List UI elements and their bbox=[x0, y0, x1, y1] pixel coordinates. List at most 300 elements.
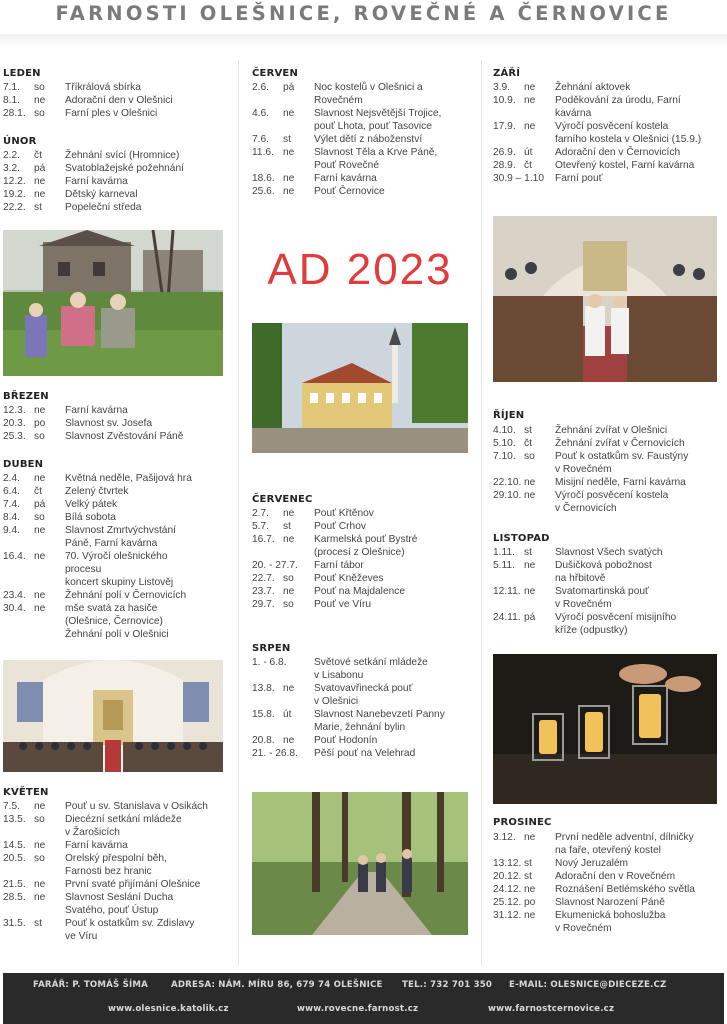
event-weekday: st bbox=[283, 134, 291, 145]
event-text: Slavnost Zvěstování Páně bbox=[65, 431, 184, 442]
event-date bbox=[3, 904, 34, 917]
event-row bbox=[493, 546, 723, 559]
event-text: Pouť u sv. Stanislava v Osikách bbox=[65, 801, 208, 812]
carolers-photo bbox=[3, 230, 223, 376]
event-weekday bbox=[283, 695, 314, 708]
event-date: 20.5. bbox=[3, 853, 26, 864]
month-heading-listopad: LISTOPAD bbox=[493, 533, 550, 544]
event-weekday: ne bbox=[524, 490, 536, 501]
event-row bbox=[3, 550, 225, 563]
page-title: FARNOSTI OLEŠNICE, ROVEČNÉ A ČERNOVICE bbox=[55, 2, 672, 25]
event-date: 23.4. bbox=[3, 590, 26, 601]
event-weekday bbox=[524, 107, 555, 120]
event-date: 11.6. bbox=[252, 147, 274, 158]
event-text: na faře, otevřený kostel bbox=[555, 845, 661, 856]
month-events-kveten bbox=[3, 800, 225, 943]
event-date: 16.4. bbox=[3, 551, 26, 562]
event-text: Svatovavřinecká pouť bbox=[314, 683, 413, 694]
event-date bbox=[252, 159, 283, 172]
pilgrims-forest-photo bbox=[252, 792, 468, 935]
event-date: 7.4. bbox=[3, 499, 20, 510]
event-row bbox=[3, 162, 225, 175]
event-row bbox=[493, 489, 723, 502]
event-date bbox=[252, 721, 283, 734]
event-row bbox=[252, 520, 470, 533]
event-weekday: so bbox=[34, 82, 45, 93]
event-row bbox=[493, 896, 723, 909]
event-text: Adorační den v Rovečném bbox=[555, 871, 676, 882]
event-row bbox=[3, 175, 225, 188]
event-row bbox=[493, 611, 723, 624]
event-text: Diecézní setkání mládeže bbox=[65, 814, 182, 825]
event-row bbox=[252, 185, 470, 198]
event-date: 16.7. bbox=[252, 534, 275, 545]
event-date bbox=[3, 865, 34, 878]
event-text: v Rovečném bbox=[555, 923, 612, 934]
event-weekday bbox=[283, 721, 314, 734]
event-row bbox=[3, 81, 225, 94]
event-row bbox=[252, 708, 470, 721]
event-row bbox=[3, 537, 225, 550]
event-weekday: ne bbox=[283, 173, 295, 184]
column-divider bbox=[238, 60, 239, 965]
event-text: Adorační den v Olešnici bbox=[65, 95, 173, 106]
footer-phone: TEL.: 732 701 350 bbox=[402, 980, 493, 990]
event-weekday: pá bbox=[524, 612, 536, 623]
event-text: Žehnání polí v Černovicích bbox=[65, 590, 187, 601]
event-weekday: ne bbox=[34, 840, 46, 851]
event-date: 23.7. bbox=[252, 586, 275, 597]
event-row bbox=[252, 107, 470, 120]
event-weekday: st bbox=[524, 547, 532, 558]
event-row bbox=[3, 839, 225, 852]
event-date: 31.5. bbox=[3, 918, 26, 929]
event-date: 14.5. bbox=[3, 840, 26, 851]
event-date: 1.11. bbox=[493, 547, 515, 558]
event-text: Slavnost sv. Josefa bbox=[65, 418, 153, 429]
event-weekday: so bbox=[34, 431, 45, 442]
event-text: Farnosti bez hranic bbox=[65, 866, 152, 877]
month-events-zari bbox=[493, 81, 723, 185]
event-date: 7.6. bbox=[252, 134, 269, 145]
event-date: 30.9 – 1.10 bbox=[493, 173, 544, 184]
event-row bbox=[252, 81, 470, 94]
event-weekday bbox=[34, 563, 65, 576]
event-text: Výročí posvěcení kostela bbox=[555, 490, 669, 501]
event-text: kříže (odpustky) bbox=[555, 625, 628, 636]
event-row bbox=[252, 94, 470, 107]
month-events-cervenec bbox=[252, 507, 470, 611]
event-weekday: ne bbox=[524, 586, 536, 597]
event-date: 28.1. bbox=[3, 108, 26, 119]
month-heading-zari: ZÁŘÍ bbox=[493, 68, 521, 79]
event-date: 2.6. bbox=[252, 82, 269, 93]
event-date: 21. - 26.8. bbox=[252, 748, 298, 759]
event-row bbox=[3, 404, 225, 417]
event-date bbox=[252, 669, 283, 682]
event-date: 15.8. bbox=[252, 709, 275, 720]
event-row bbox=[493, 450, 723, 463]
event-row bbox=[252, 669, 470, 682]
event-date: 25.3. bbox=[3, 431, 26, 442]
event-date: 7.5. bbox=[3, 801, 20, 812]
event-row bbox=[493, 922, 723, 935]
event-weekday bbox=[283, 159, 314, 172]
event-text: Nový Jeruzalém bbox=[555, 858, 629, 869]
event-date: 24.12. bbox=[493, 884, 522, 895]
event-text: Pouť na Majdalence bbox=[314, 586, 406, 597]
event-text: Noc kostelů v Olešnici a bbox=[314, 82, 423, 93]
event-weekday bbox=[524, 463, 555, 476]
event-weekday: st bbox=[524, 425, 532, 436]
event-weekday: st bbox=[283, 521, 291, 532]
event-text: První svaté přijímání Olešnice bbox=[65, 879, 201, 890]
event-weekday: ne bbox=[34, 189, 46, 200]
event-text: farního kostela v Olešnici (15.9.) bbox=[555, 134, 702, 145]
event-text: Světové setkání mládeže bbox=[314, 657, 428, 668]
event-date bbox=[493, 598, 524, 611]
event-date: 19.2. bbox=[3, 189, 26, 200]
event-row bbox=[493, 585, 723, 598]
event-text: Svatomartinská pouť bbox=[555, 586, 649, 597]
event-date bbox=[3, 930, 34, 943]
event-row bbox=[252, 734, 470, 747]
event-date: 3.12. bbox=[493, 832, 516, 843]
event-row bbox=[493, 437, 723, 450]
event-date: 20.12. bbox=[493, 871, 522, 882]
event-weekday: ne bbox=[524, 884, 536, 895]
event-weekday bbox=[283, 94, 314, 107]
month-events-leden bbox=[3, 81, 225, 120]
event-text: procesu bbox=[65, 564, 102, 575]
event-weekday: ne bbox=[524, 95, 536, 106]
event-weekday: pá bbox=[34, 499, 46, 510]
event-weekday: pá bbox=[283, 82, 295, 93]
event-row bbox=[252, 120, 470, 133]
event-weekday: ne bbox=[283, 735, 295, 746]
event-text: Svatoblažejské požehnání bbox=[65, 163, 184, 174]
event-row bbox=[493, 598, 723, 611]
event-weekday: ne bbox=[283, 147, 295, 158]
event-weekday: po bbox=[34, 418, 46, 429]
event-text: Orelský přespolní běh, bbox=[65, 853, 167, 864]
event-weekday: pá bbox=[34, 163, 46, 174]
event-text: Ekumenická bohoslužba bbox=[555, 910, 666, 921]
event-row bbox=[3, 615, 225, 628]
event-text: Misijní neděle, Farní kavárna bbox=[555, 477, 686, 488]
event-date: 20. - 27.7. bbox=[252, 560, 298, 571]
event-weekday bbox=[524, 502, 555, 515]
event-weekday bbox=[524, 922, 555, 935]
event-text: Poděkování za úrodu, Farní bbox=[555, 95, 681, 106]
event-date bbox=[493, 624, 524, 637]
footer-priest: FARÁŘ: P. TOMÁŠ ŠÍMA bbox=[33, 980, 148, 990]
event-weekday: ne bbox=[524, 121, 536, 132]
event-row bbox=[3, 498, 225, 511]
event-text: v Rovečném bbox=[555, 464, 612, 475]
event-row bbox=[252, 598, 470, 611]
event-row bbox=[493, 146, 723, 159]
event-text: Farní pouť bbox=[555, 173, 603, 184]
event-date bbox=[3, 826, 34, 839]
event-date: 4.6. bbox=[252, 108, 269, 119]
event-date: 2.7. bbox=[252, 508, 269, 519]
event-row bbox=[493, 476, 723, 489]
event-date: 20.8. bbox=[252, 735, 275, 746]
event-weekday: čt bbox=[34, 486, 42, 497]
event-date bbox=[493, 922, 524, 935]
event-date: 2.2. bbox=[3, 150, 20, 161]
event-weekday: ne bbox=[524, 832, 536, 843]
event-row bbox=[493, 159, 723, 172]
event-text: pouť Lhota, pouť Tasovice bbox=[314, 121, 432, 132]
event-date: 13.5. bbox=[3, 814, 26, 825]
event-row bbox=[252, 146, 470, 159]
event-weekday bbox=[524, 844, 555, 857]
month-heading-cerven: ČERVEN bbox=[252, 68, 299, 79]
event-date bbox=[493, 502, 524, 515]
event-row bbox=[493, 909, 723, 922]
event-date: 10.9. bbox=[493, 95, 516, 106]
event-weekday: ne bbox=[34, 801, 46, 812]
manor-photo bbox=[252, 323, 468, 453]
event-row bbox=[3, 930, 225, 943]
event-row bbox=[252, 572, 470, 585]
event-row bbox=[3, 576, 225, 589]
event-date: 7.10. bbox=[493, 451, 516, 462]
month-heading-cervenec: ČERVENEC bbox=[252, 494, 313, 505]
event-text: Pouť Křtěnov bbox=[314, 508, 374, 519]
event-text: mše svatá za hasiče bbox=[65, 603, 158, 614]
event-text: Otevřený kostel, Farní kavárna bbox=[555, 160, 695, 171]
event-date bbox=[3, 615, 34, 628]
event-text: Páně, Farní kavárna bbox=[65, 538, 158, 549]
event-text: Marie, žehnání bylin bbox=[314, 722, 406, 733]
event-weekday: st bbox=[524, 858, 532, 869]
event-row bbox=[3, 891, 225, 904]
event-row bbox=[252, 133, 470, 146]
event-row bbox=[493, 133, 723, 146]
event-weekday: ne bbox=[34, 176, 46, 187]
event-text: Pěší pouť na Velehrad bbox=[314, 748, 416, 759]
event-date: 1. - 6.8. bbox=[252, 657, 287, 668]
event-weekday bbox=[283, 120, 314, 133]
footer-email[interactable]: E-MAIL: OLESNICE@DIECEZE.CZ bbox=[509, 980, 667, 990]
event-date bbox=[252, 120, 283, 133]
event-row bbox=[3, 813, 225, 826]
footer-web-olesnice[interactable]: www.olesnice.katolik.cz bbox=[108, 1004, 229, 1014]
event-weekday: ne bbox=[524, 910, 536, 921]
event-weekday bbox=[524, 133, 555, 146]
event-row bbox=[493, 502, 723, 515]
event-row bbox=[3, 589, 225, 602]
event-row bbox=[3, 878, 225, 891]
event-text: 70. Výročí olešnického bbox=[65, 551, 168, 562]
event-text: Slavnost Nanebevzetí Panny bbox=[314, 709, 445, 720]
event-row bbox=[3, 149, 225, 162]
event-row bbox=[493, 94, 723, 107]
event-date bbox=[3, 628, 34, 641]
event-text: Tříkrálová sbírka bbox=[65, 82, 141, 93]
event-date bbox=[493, 844, 524, 857]
event-weekday: ne bbox=[524, 82, 536, 93]
event-text: Květná neděle, Pašijová hra bbox=[65, 473, 192, 484]
event-row bbox=[493, 172, 723, 185]
footer-web-cernovice[interactable]: www.farnostcernovice.cz bbox=[488, 1004, 615, 1014]
event-weekday: ne bbox=[34, 892, 46, 903]
event-weekday: st bbox=[34, 202, 42, 213]
church-interior-photo bbox=[3, 660, 223, 772]
event-weekday: ne bbox=[283, 108, 295, 119]
event-row bbox=[3, 865, 225, 878]
event-date: 28.5. bbox=[3, 892, 26, 903]
event-date bbox=[493, 107, 524, 120]
month-events-cerven bbox=[252, 81, 470, 198]
footer-address: ADRESA: NÁM. MÍRU 86, 679 74 OLEŠNICE bbox=[171, 980, 383, 990]
event-text: Pouť Rovečné bbox=[314, 160, 379, 171]
event-text: v Černovicích bbox=[555, 503, 617, 514]
event-weekday bbox=[34, 826, 65, 839]
event-date: 31.12. bbox=[493, 910, 522, 921]
event-row bbox=[3, 800, 225, 813]
event-date bbox=[252, 94, 283, 107]
lanterns-photo bbox=[493, 654, 717, 804]
event-row bbox=[252, 656, 470, 669]
month-events-duben bbox=[3, 472, 225, 641]
event-date: 12.11. bbox=[493, 586, 521, 597]
event-row bbox=[3, 852, 225, 865]
event-text: Popeleční středa bbox=[65, 202, 142, 213]
event-date: 17.9. bbox=[493, 121, 516, 132]
event-row bbox=[493, 844, 723, 857]
event-text: Pouť k ostatkům sv. Faustýny bbox=[555, 451, 689, 462]
event-row bbox=[3, 201, 225, 214]
event-date bbox=[252, 546, 283, 559]
event-row bbox=[252, 159, 470, 172]
event-row bbox=[3, 826, 225, 839]
event-text: Výlet dětí z náboženství bbox=[314, 134, 423, 145]
event-row bbox=[3, 472, 225, 485]
event-row bbox=[493, 424, 723, 437]
event-date: 9.4. bbox=[3, 525, 20, 536]
month-events-listopad bbox=[493, 546, 723, 637]
event-weekday: so bbox=[283, 573, 294, 584]
event-weekday: ne bbox=[34, 603, 46, 614]
event-date: 5.11. bbox=[493, 560, 515, 571]
month-heading-srpen: SRPEN bbox=[252, 643, 291, 654]
event-row bbox=[252, 747, 470, 760]
event-row bbox=[3, 563, 225, 576]
event-text: Rovečném bbox=[314, 95, 363, 106]
event-text: Bílá sobota bbox=[65, 512, 116, 523]
event-weekday bbox=[34, 628, 65, 641]
event-row bbox=[493, 624, 723, 637]
event-weekday: ne bbox=[524, 560, 536, 571]
event-weekday: so bbox=[283, 599, 294, 610]
event-text: v Lisabonu bbox=[314, 670, 364, 681]
event-date: 20.3. bbox=[3, 418, 26, 429]
event-date: 13.8. bbox=[252, 683, 275, 694]
footer-bar bbox=[3, 973, 724, 1024]
event-row bbox=[252, 546, 470, 559]
event-date: 3.2. bbox=[3, 163, 20, 174]
event-weekday: st bbox=[34, 918, 42, 929]
event-row bbox=[3, 628, 225, 641]
event-weekday: po bbox=[524, 897, 536, 908]
event-text: Velký pátek bbox=[65, 499, 118, 510]
event-row bbox=[3, 602, 225, 615]
event-weekday: so bbox=[34, 814, 45, 825]
event-text: Pouť Černovice bbox=[314, 186, 385, 197]
event-text: Slavnost Nejsvětější Trojice, bbox=[314, 108, 442, 119]
event-row bbox=[3, 94, 225, 107]
event-date: 6.4. bbox=[3, 486, 20, 497]
event-date: 4.10. bbox=[493, 425, 516, 436]
event-text: Výročí posvěcení misijního bbox=[555, 612, 677, 623]
event-text: Zelený čtvrtek bbox=[65, 486, 129, 497]
event-row bbox=[493, 831, 723, 844]
event-text: Slavnost Seslání Ducha bbox=[65, 892, 174, 903]
event-row bbox=[493, 572, 723, 585]
event-row bbox=[252, 559, 470, 572]
event-date: 12.3. bbox=[3, 405, 26, 416]
event-weekday: ne bbox=[34, 473, 46, 484]
event-text: Pouť Hodonín bbox=[314, 735, 378, 746]
event-date bbox=[3, 537, 34, 550]
event-weekday: ne bbox=[524, 477, 536, 488]
event-text: (Olešnice, Černovice) bbox=[65, 616, 163, 627]
event-weekday bbox=[34, 576, 65, 589]
event-row bbox=[3, 524, 225, 537]
event-row bbox=[3, 107, 225, 120]
event-weekday: út bbox=[524, 147, 533, 158]
event-text: Pouť Kněževes bbox=[314, 573, 384, 584]
event-date: 7.1. bbox=[3, 82, 20, 93]
event-weekday bbox=[524, 598, 555, 611]
event-weekday: ne bbox=[283, 508, 295, 519]
event-row bbox=[252, 682, 470, 695]
event-weekday bbox=[34, 904, 65, 917]
event-text: Farní kavárna bbox=[65, 176, 128, 187]
event-weekday: ne bbox=[34, 590, 46, 601]
event-text: v Olešnici bbox=[314, 696, 359, 707]
event-text: (procesí z Olešnice) bbox=[314, 547, 405, 558]
event-weekday bbox=[283, 546, 314, 559]
title-band bbox=[0, 34, 727, 48]
event-weekday: so bbox=[34, 512, 45, 523]
event-text: na hřbitově bbox=[555, 573, 606, 584]
month-events-brezen bbox=[3, 404, 225, 443]
event-date: 22.10. bbox=[493, 477, 522, 488]
event-row bbox=[3, 188, 225, 201]
event-date: 24.11. bbox=[493, 612, 521, 623]
event-row bbox=[493, 857, 723, 870]
month-heading-leden: LEDEN bbox=[3, 68, 41, 79]
footer-web-rovecne[interactable]: www.rovecne.farnost.cz bbox=[297, 1004, 419, 1014]
event-text: ve Víru bbox=[65, 931, 98, 942]
event-text: Farní tábor bbox=[314, 560, 364, 571]
event-text: Výročí posvěcení kostela bbox=[555, 121, 669, 132]
event-date: 5.7. bbox=[252, 521, 269, 532]
event-row bbox=[3, 430, 225, 443]
event-date bbox=[493, 133, 524, 146]
event-text: Svatého, pouť Ústup bbox=[65, 905, 159, 916]
event-text: koncert skupiny Listověj bbox=[65, 577, 174, 588]
column-divider bbox=[481, 60, 482, 965]
event-row bbox=[3, 904, 225, 917]
event-row bbox=[252, 507, 470, 520]
event-weekday: ne bbox=[283, 683, 295, 694]
